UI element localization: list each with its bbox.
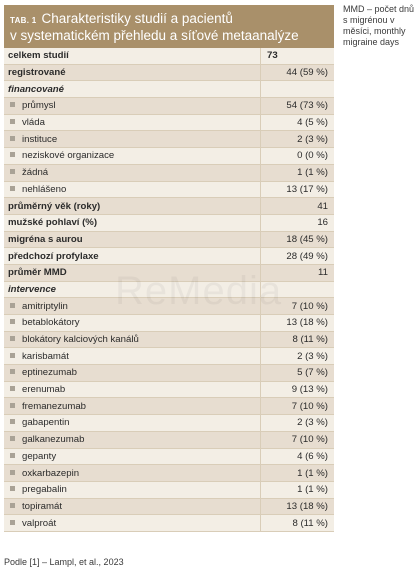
row-label-text: financované [8,83,64,95]
table-row [4,131,334,148]
row-value: 54 (73 %) [260,98,334,114]
table-row [4,449,334,466]
table-row [4,382,334,399]
table-row [4,465,334,482]
row-label [4,451,260,462]
table-row [4,315,334,332]
row-label-text: valproát [22,517,57,529]
square-bullet-icon [10,336,15,341]
square-bullet-icon [10,419,15,424]
row-label-text: intervence [8,283,56,295]
table-row [4,215,334,232]
table-tag: TAB. 1 [10,16,37,25]
row-label [4,334,260,345]
row-value: 2 (3 %) [260,348,334,364]
table-row [4,98,334,115]
row-label [4,384,260,395]
abbreviation-note: MMD – počet dnů s migrénou v měsíci, monthly migraine days [343,4,415,47]
row-value: 11 [260,265,334,281]
row-value: 13 (18 %) [260,499,334,515]
table-row [4,348,334,365]
table-header [4,5,334,48]
table-row [4,148,334,165]
table-row [4,298,334,315]
row-label [4,100,260,111]
row-label [4,50,260,61]
row-label-text: pregabalin [22,484,67,496]
row-label [4,134,260,145]
row-value: 1 (1 %) [260,482,334,498]
table-row [4,165,334,182]
row-label-text: instituce [22,133,58,145]
row-value: 7 (10 %) [260,298,334,314]
characteristics-table [4,5,334,532]
square-bullet-icon [10,470,15,475]
row-label [4,251,260,262]
row-label [4,84,260,95]
row-label-text: fremanezumab [22,400,86,412]
row-value: 1 (1 %) [260,165,334,181]
row-value: 7 (10 %) [260,432,334,448]
row-label-text: blokátory kalciových kanálů [22,334,139,346]
table-row [4,398,334,415]
row-label [4,468,260,479]
table-body [4,48,334,532]
table-row [4,48,334,65]
row-label-text: registrované [8,67,66,79]
square-bullet-icon [10,353,15,358]
table-row [4,81,334,98]
table-row [4,232,334,249]
row-value: 41 [260,198,334,214]
square-bullet-icon [10,503,15,508]
row-label [4,317,260,328]
square-bullet-icon [10,102,15,107]
row-value: 7 (10 %) [260,398,334,414]
table-row [4,65,334,82]
row-value: 13 (17 %) [260,182,334,198]
row-value: 13 (18 %) [260,315,334,331]
row-value: 1 (1 %) [260,465,334,481]
row-label [4,351,260,362]
row-label-text: neziskové organizace [22,150,115,162]
table-row [4,265,334,282]
row-label [4,234,260,245]
row-value: 4 (5 %) [260,115,334,131]
table-row [4,248,334,265]
table-row [4,198,334,215]
row-label-text: betablokátory [22,317,80,329]
row-label [4,484,260,495]
table-row [4,482,334,499]
row-label [4,417,260,428]
row-label-text: erenumab [22,384,66,396]
table-title-line2: v systematickém přehledu a síťové metaanalýze [10,28,299,43]
row-label-text: nehlášeno [22,183,67,195]
row-label-text: eptinezumab [22,367,77,379]
row-label [4,301,260,312]
row-label-text: gepanty [22,450,57,462]
row-label [4,201,260,212]
row-label-text: topiramát [22,500,62,512]
row-label [4,117,260,128]
table-title-line1: Charakteristiky studií a pacientů [41,11,233,26]
row-value: 8 (11 %) [260,515,334,531]
table-row [4,365,334,382]
row-label [4,267,260,278]
row-label [4,401,260,412]
row-value: 2 (3 %) [260,131,334,147]
row-label [4,184,260,195]
row-label-text: žádná [22,167,49,179]
row-label-text: karisbamát [22,350,69,362]
row-label [4,150,260,161]
table-row [4,182,334,199]
row-label-text: průměrný věk (roky) [8,200,101,212]
row-value: 4 (6 %) [260,449,334,465]
square-bullet-icon [10,303,15,308]
row-value: 73 [260,48,334,64]
row-label [4,501,260,512]
square-bullet-icon [10,453,15,458]
row-value [260,282,334,298]
square-bullet-icon [10,436,15,441]
row-label-text: předchozí profylaxe [8,250,99,262]
row-label-text: migréna s aurou [8,233,83,245]
table-row [4,415,334,432]
row-value: 0 (0 %) [260,148,334,164]
row-value: 44 (59 %) [260,65,334,81]
row-label-text: vláda [22,117,45,129]
square-bullet-icon [10,403,15,408]
table-row [4,432,334,449]
square-bullet-icon [10,520,15,525]
table-row [4,332,334,349]
table-row [4,515,334,532]
row-value: 18 (45 %) [260,232,334,248]
row-label-text: amitriptylin [22,300,68,312]
row-label-text: galkanezumab [22,434,85,446]
row-label [4,167,260,178]
square-bullet-icon [10,186,15,191]
row-label-text: mužské pohlaví (%) [8,217,98,229]
row-label [4,217,260,228]
row-label [4,367,260,378]
row-label [4,434,260,445]
row-value: 16 [260,215,334,231]
row-value: 2 (3 %) [260,415,334,431]
square-bullet-icon [10,319,15,324]
square-bullet-icon [10,369,15,374]
square-bullet-icon [10,486,15,491]
row-value: 9 (13 %) [260,382,334,398]
square-bullet-icon [10,386,15,391]
row-label [4,284,260,295]
square-bullet-icon [10,119,15,124]
row-value: 8 (11 %) [260,332,334,348]
row-label [4,518,260,529]
square-bullet-icon [10,136,15,141]
square-bullet-icon [10,169,15,174]
row-label-text: celkem studií [8,50,69,62]
row-label-text: oxkarbazepin [22,467,80,479]
row-value [260,81,334,97]
row-value: 28 (49 %) [260,248,334,264]
table-row [4,499,334,516]
row-label [4,67,260,78]
row-value: 5 (7 %) [260,365,334,381]
row-label-text: průměr MMD [8,267,67,279]
source-citation: Podle [1] – Lampl, et al., 2023 [4,557,124,567]
table-row [4,282,334,299]
row-label-text: gabapentin [22,417,70,429]
row-label-text: průmysl [22,100,56,112]
square-bullet-icon [10,152,15,157]
table-row [4,115,334,132]
